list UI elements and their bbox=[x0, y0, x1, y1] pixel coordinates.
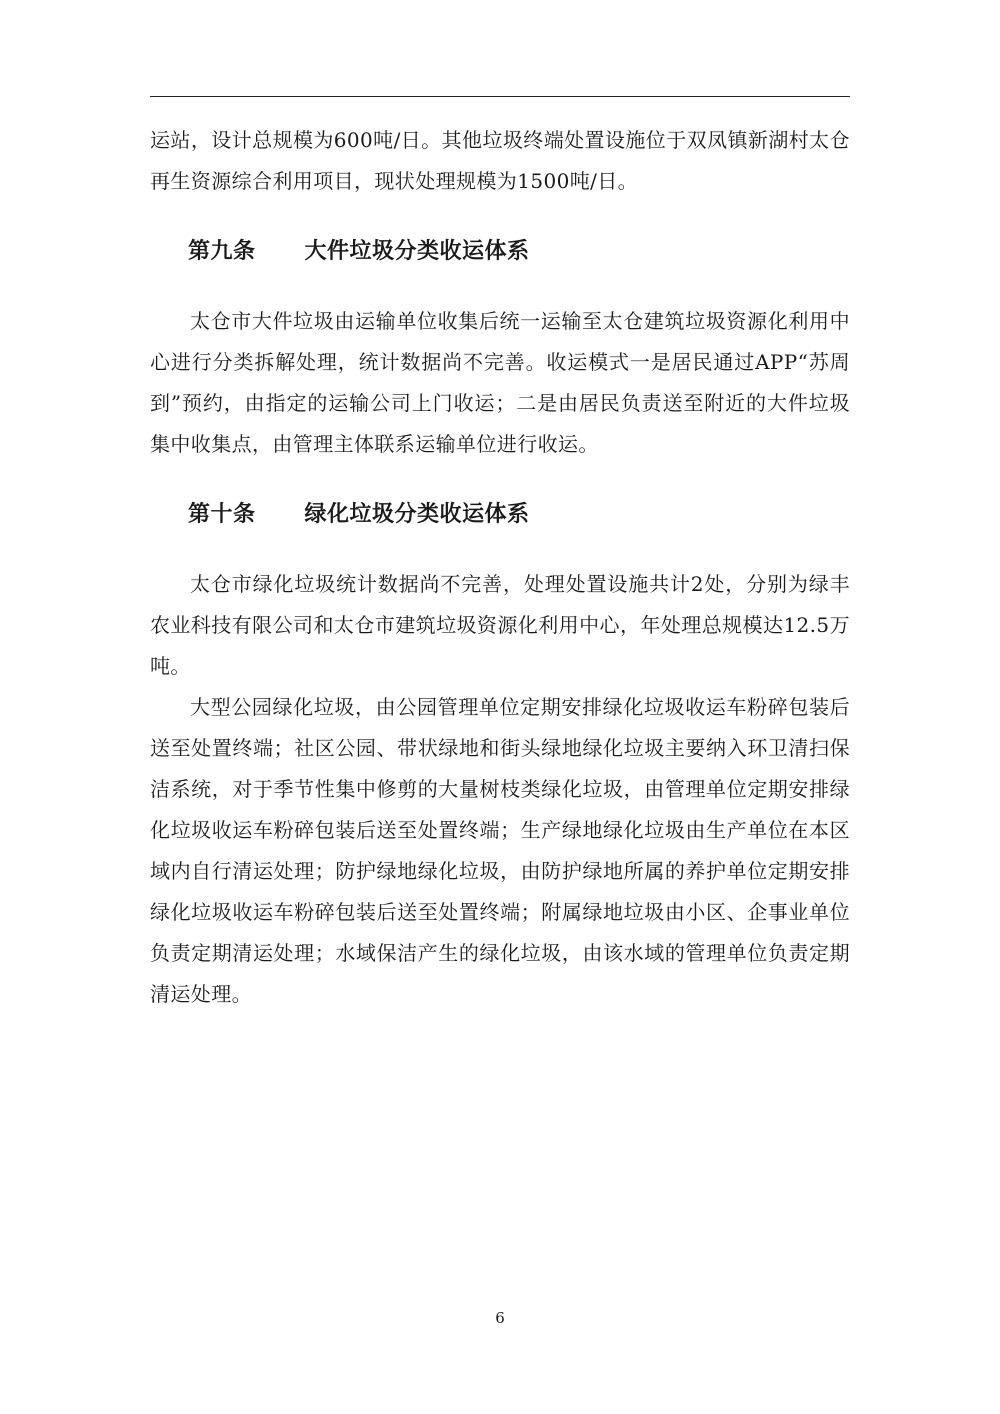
section-9-heading: 第九条 大件垃圾分类收运体系 bbox=[188, 238, 530, 264]
section-10-paragraph-2: 大型公园绿化垃圾，由公园管理单位定期安排绿化垃圾收运车粉碎包装后送至处置终端；社区公园、带状绿地和街头绿地绿化垃圾主要纳入环卫清扫保洁系统，对于季节性集中修剪的大量树枝类绿化垃圾，由管理单位定期安排绿化垃圾收运车粉碎包装后送至处置终端；生产绿地绿化垃圾由生产单位在本区域内自行清运处理；防护绿地绿化垃圾，由防护绿地所属的养护单位定期安排绿化垃圾收运车粉碎包装后送至处置终端；附属绿地垃圾由小区、企事业单位负责定期清运处理；水域保洁产生的绿化垃圾，由该水域的管理单位负责定期清运处理。 bbox=[150, 695, 850, 1006]
section-9-paragraph: 太仓市大件垃圾由运输单位收集后统一运输至太仓建筑垃圾资源化利用中心进行分类拆解处理，统计数据尚不完善。收运模式一是居民通过APP“苏周到”预约，由指定的运输公司上门收运；二是由居民负责送至附近的大件垃圾集中收集点，由管理主体联系运输单位进行收运。 bbox=[150, 309, 850, 456]
page-number: 6 bbox=[495, 1309, 505, 1327]
intro-paragraph: 运站，设计总规模为600吨/日。其他垃圾终端处置设施位于双凤镇新湖村太仓再生资源综合利用项目，现状处理规模为1500吨/日。 bbox=[150, 128, 850, 193]
section-10-heading: 第十条 绿化垃圾分类收运体系 bbox=[188, 501, 530, 527]
section-10-paragraph-1: 太仓市绿化垃圾统计数据尚不完善，处理处置设施共计2处，分别为绿丰农业科技有限公司和太仓市建筑垃圾资源化利用中心，年处理总规模达12.5万吨。 bbox=[150, 572, 850, 678]
page-body bbox=[150, 120, 850, 1015]
header-rule bbox=[150, 96, 850, 97]
